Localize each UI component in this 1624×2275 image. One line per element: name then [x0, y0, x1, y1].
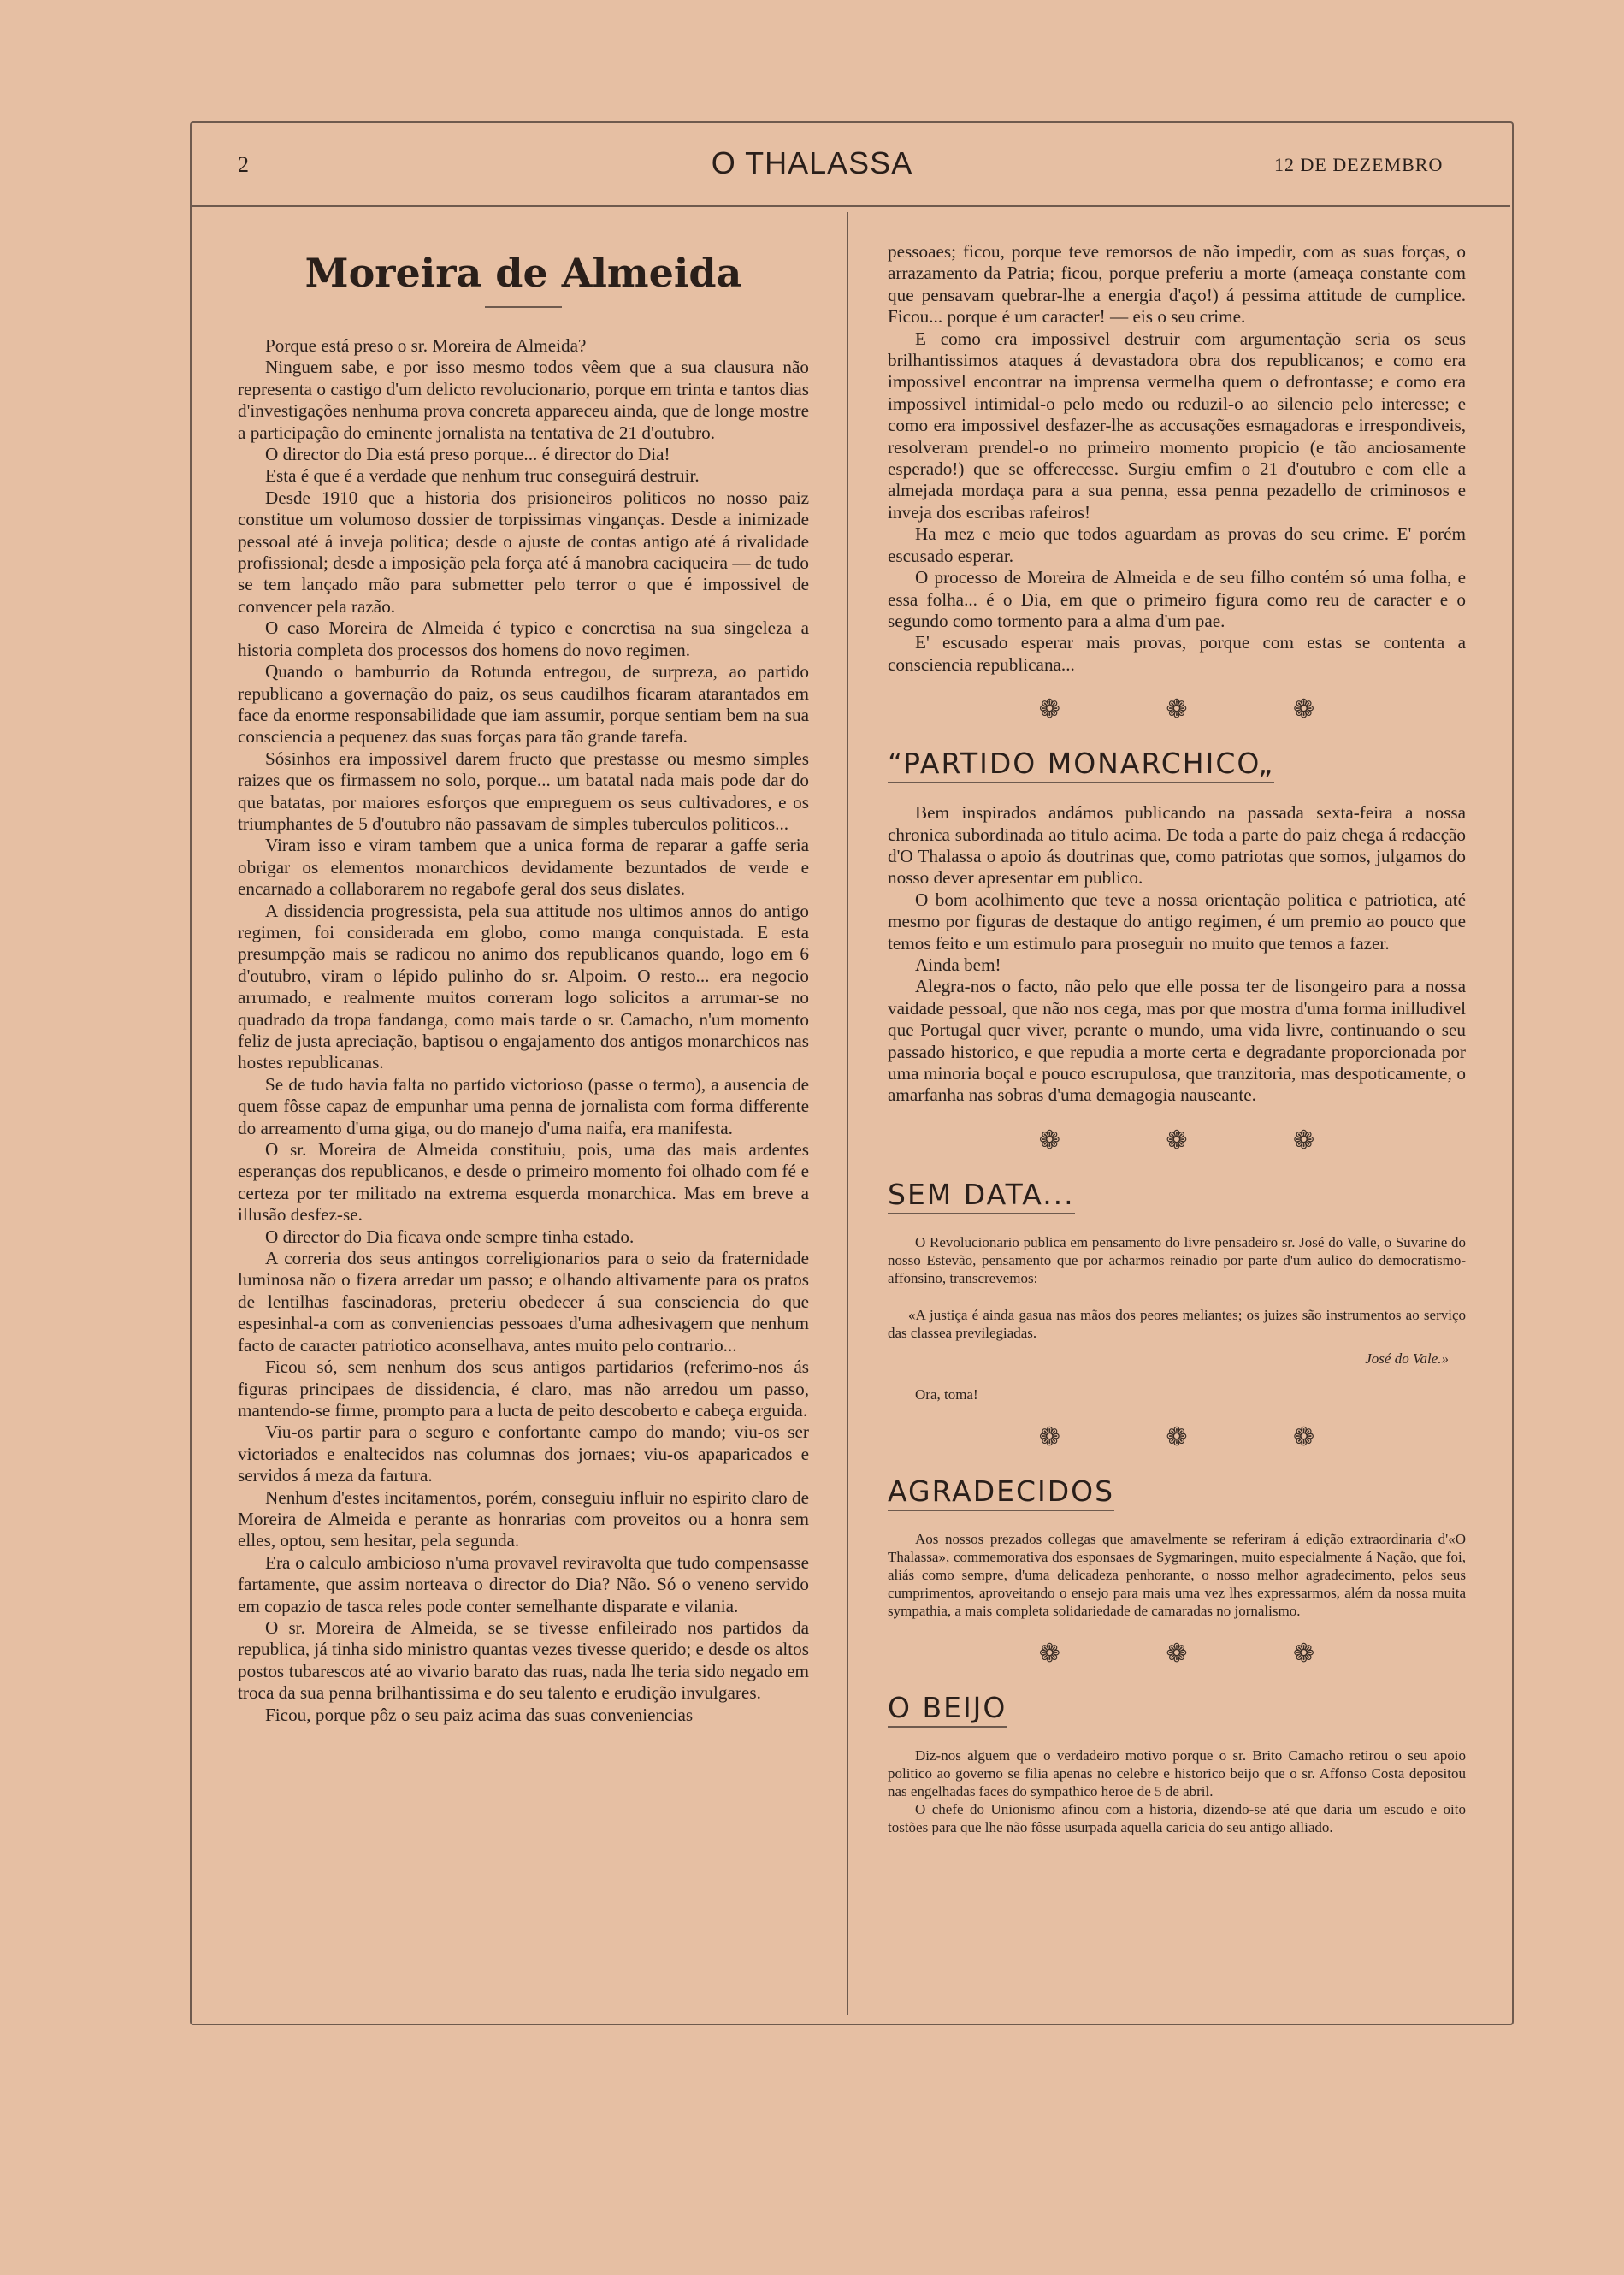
ornament-divider: ❁ ❁ ❁ — [1038, 695, 1365, 724]
article-continuation: pessoaes; ficou, porque teve remorsos de não impedir, com as suas forças, o arrazamento da Patria; ficou, porque preferiu a morte (ameaça constante com que pensavam quebrar-lhe a energia d'aço!) á pessima attitude de cumplice. Ficou... porque é um caracter! — eis o seu crime. — [888, 241, 1466, 328]
article-paragraph: Ficou, porque pôz o seu paiz acima das suas conveniencias — [265, 1704, 694, 1725]
article-paragraph: Porque está preso o sr. Moreira de Almeida? — [265, 335, 587, 356]
section-title-sem-data: SEM DATA... — [888, 1178, 1075, 1214]
ornament-divider: ❁ ❁ ❁ — [1038, 1639, 1365, 1668]
partido-paragraph: Bem inspirados andámos publicando na passada sexta-feira a nossa chronica subordinada ao titulo acima. De toda a parte do paiz chega á redacção d'O Thalassa o apoio ás doutrinas que, como patriotas que somos, julgamos do nosso dever apresentar em publico. — [888, 802, 1466, 889]
article-paragraph: Sósinhos era impossivel darem fructo que prestasse ou mesmo simples raizes que os firmassem no solo, porque... um batatal nada mais pode dar do que batatas, por maiores esforços que empreguem os seus cultivadores, e os triumphantes de 5 d'outubro não passavam de simples tuberculos politicos... — [238, 748, 809, 834]
article-paragraph: Ninguem sabe, e por isso mesmo todos vêem que a sua clausura não representa o castigo d'um delicto revolucionario, porque em trinta e tantos dias d'investigações nenhuma prova concreta appareceu ainda, que de longe mostre a participação do eminente jornalista na tentativa de 21 d'outubro. — [238, 357, 809, 443]
article-title: Moreira de Almeida — [304, 250, 742, 296]
beijo-paragraph: Diz-nos alguem que o verdadeiro motivo porque o sr. Brito Camacho retirou o seu apoio politico ao governo se filia apenas no celebre e historico beijo que o sr. Affonso Costa depositou nas engelhadas faces do sympathico heroe de 5 de abril. — [888, 1746, 1466, 1799]
article-paragraph: Esta é que é a verdade que nenhum truc conseguirá destruir. — [265, 465, 700, 487]
article-paragraph: Ficou só, sem nenhum dos seus antigos partidarios (referimo-nos ás figuras principaes de dissidencia, é claro, mas não arredou um passo, mantendo-se firme, prompto para a lucta de peito descoberto e cabeça erguida. — [238, 1356, 809, 1421]
article-continuation: O processo de Moreira de Almeida e de seu filho contém só uma folha, e essa folha... é o Dia, em que o primeiro figura como reu de caracter e o segundo como tormento para a alma d'um pae. — [888, 567, 1466, 631]
article-paragraph: Se de tudo havia falta no partido victorioso (passe o termo), a ausencia de quem fôsse capaz de empunhar uma penna de jornalista com forma differente do arreamento d'uma giga, ou do manejo d'uma naifa, era manifesta. — [238, 1073, 809, 1138]
article-paragraph: O caso Moreira de Almeida é typico e concretisa na sua singeleza a historia completa dos processos dos homens do novo regimen. — [238, 618, 809, 660]
article-continuation: E' escusado esperar mais provas, porque com estas se contenta a consciencia republicana... — [888, 632, 1466, 675]
page-number: 2 — [238, 152, 249, 177]
ornament-divider: ❁ ❁ ❁ — [1038, 1422, 1365, 1451]
article-paragraph: A correria dos seus antingos correligionarios para o seio da fraternidade luminosa não o fizera arredar um passo; e olhando altivamente para os pratos de lentilhas fascinadoras, preteriu obedecer á sua consciencia do que espesinhal-a com as conveniencias pessoaes d'uma adhesivagem que nenhum facto de caracter patriotico aconselhava, antes muito pelo contrario... — [238, 1248, 809, 1356]
sem-data-reply: Ora, toma! — [915, 1386, 978, 1403]
header-rule — [190, 205, 1510, 207]
ornament-divider: ❁ ❁ ❁ — [1038, 1126, 1365, 1155]
article-paragraph: Nenhum d'estes incitamentos, porém, conseguiu influir no espirito claro de Moreira de Almeida e perante as honrarias com proveitos ou a honra sem elles, optou, sem hesitar, pela segunda. — [238, 1486, 809, 1551]
sem-data-intro: O Revolucionario publica em pensamento do livre pensadeiro sr. José do Valle, o Suvarine do nosso Estevão, pensamento que por acharmos reinadio por parte d'um aulico do democratismo-affonsino, transcrevemos: — [888, 1233, 1466, 1286]
partido-paragraph: O bom acolhimento que teve a nossa orientação politica e patriotica, até mesmo por figuras de destaque do antigo regimen, é um premio ao pouco que temos feito e um estimulo para proseguir no muito que temos a fazer. — [888, 889, 1466, 954]
sem-data-signature: José do Vale.» — [1365, 1350, 1449, 1367]
article-paragraph: Quando o bamburrio da Rotunda entregou, de surpreza, ao partido republicano a governação do paiz, os seus caudilhos ficaram atarantados em face da enorme responsabilidade que iam assumir, porque sentiam bem na sua consciencia a pequenez das suas forças para tão grande tarefa. — [238, 661, 809, 748]
article-paragraph: O sr. Moreira de Almeida, se se tivesse enfileirado nos partidos da republica, já tinha sido ministro quantas vezes tivesse querido; e desde os altos postos tubarescos até ao vivario barato das ruas, nada lhe teria sido negado em troca da sua penna brilhantissima e do seu talento e erudição invulgares. — [238, 1616, 809, 1704]
section-title-agradecidos: AGRADECIDOS — [888, 1474, 1114, 1511]
issue-date: 12 DE DEZEMBRO — [1274, 154, 1444, 175]
left-column — [238, 217, 809, 1726]
article-paragraph: O director do Dia está preso porque... é director do Dia! — [265, 444, 670, 465]
sem-data-quote: «A justiça é ainda gasua nas mãos dos peores meliantes; os juizes são instrumentos ao serviço das classea previlegiadas. — [888, 1306, 1466, 1341]
article-paragraph: Era o calculo ambicioso n'uma provavel reviravolta que tudo compensasse fartamente, que assim norteava o director do Dia? Não. Só o veneno servido em copazio de tasca reles pode conter semelhante disparate e vilania. — [238, 1551, 809, 1616]
article-paragraph: Desde 1910 que a historia dos prisioneiros politicos no nosso paiz constitue um volumoso dossier de torpissimas vinganças. Desde a inimizade pessoal até á inveja politica; desde o ajuste de contas antigo até á rivalidade profissional; desde a imposição pela força até á manobra caciqueira — de tudo se tem lançado mão para submetter pelo terror o que é impossivel de convencer pela razão. — [238, 487, 809, 617]
newspaper-title: O THALASSA — [711, 145, 913, 180]
article-paragraph: O sr. Moreira de Almeida constituiu, pois, uma das mais ardentes esperanças dos republicanos, e desde o primeiro momento foi olhado com fé e certeza por ter militado na extrema esquerda monarchica. Mas em breve a illusão desfez-se. — [238, 1139, 809, 1226]
article-paragraph: O director do Dia ficava onde sempre tinha estado. — [265, 1226, 635, 1247]
article-continuation: Ha mez e meio que todos aguardam as provas do seu crime. E' porém escusado esperar. — [888, 523, 1466, 566]
right-column — [888, 241, 1466, 1836]
beijo-paragraph: O chefe do Unionismo afinou com a historia, dizendo-se até que daria um escudo e oito tostões para que lhe não fôsse usurpada aquella caricia do seu antigo alliado. — [888, 1800, 1466, 1835]
section-title-partido: “PARTIDO MONARCHICO„ — [888, 747, 1274, 783]
article-continuation: E como era impossivel destruir com argumentação seria os seus brilhantissimos ataques á devastadora obra dos republicanos; e como era impossivel encontrar na imprensa vermelha quem o defrontasse; e como era impossivel intimidal-o pelo medo ou reduzil-o ao silencio pelo interesse; e como era impossivel desfazer-lhe as accusações esmagadoras e irrespondiveis, resolveram prendel-o no primeiro momento propicio (e tão anciosamente esperado!) que se offerecesse. Surgiu emfim o 21 d'outubro e com elle a almejada mordaça para a sua penna, essa penna pezadello de criminosos e inveja dos escribas rafeiros! — [888, 328, 1466, 523]
section-title-beijo: O BEIJO — [888, 1691, 1007, 1728]
article-paragraph: A dissidencia progressista, pela sua attitude nos ultimos annos do antigo regimen, foi considerada em globo, como manga conquistada. E esta presumpção mais se radicou no animo dos republicanos quando, logo em 6 d'outubro, viram o lépido pulinho do sr. Alpoim. O resto... era negocio arrumado, e realmente muitos correram logo solicitos a arrumar-se no quadrado da tropa fandanga, como mais tarde o sr. Camacho, n'um momento feliz de justa apreciação, baptisou o engajamento dos antigos monarchicos nas hostes republicanas. — [238, 900, 809, 1073]
title-divider — [485, 306, 562, 308]
article-paragraph: Viram isso e viram tambem que a unica forma de reparar a gaffe seria obrigar os elementos monarchicos devidamente bezuntados de verde e encarnado a collaborarem no regabofe geral dos seus dislates. — [238, 835, 809, 900]
partido-paragraph: Ainda bem! — [915, 954, 1001, 975]
partido-paragraph: Alegra-nos o facto, não pelo que elle possa ter de lisongeiro para a nossa vaidade pessoal, que não nos cega, mas por que mostra d'uma forma inilludivel que Portugal quer viver, perante o mundo, uma vida livre, continuando o seu passado historico, e que repudia a morte certa e degradante proporcionada por uma minoria boçal e pouco escrupulosa, que tranzitoria, mas despoticamente, o amarfanha nas sobras d'uma demagogia nauseante. — [888, 976, 1466, 1106]
agradecidos-text: Aos nossos prezados collegas que amavelmente se referiram á edição extraordinaria d'«O Thalassa», commemorativa dos esponsaes de Sygmaringen, muito especialmente á Nação, que foi, aliás como sempre, d'uma delicadeza penhorante, o nosso melhor agradecimento, pelos seus cumprimentos, aproveitando o ensejo para mais uma vez lhes expressarmos, além da nossa muita sympathia, a mais completa solidariedade de camaradas no jornalismo. — [888, 1530, 1466, 1619]
article-paragraph: Viu-os partir para o seguro e confortante campo do mando; viu-os ser victoriados e enaltecidos nas columnas dos jornaes; viu-os apaparicados e servidos á meza da fartura. — [238, 1421, 809, 1486]
column-rule — [847, 212, 848, 2015]
